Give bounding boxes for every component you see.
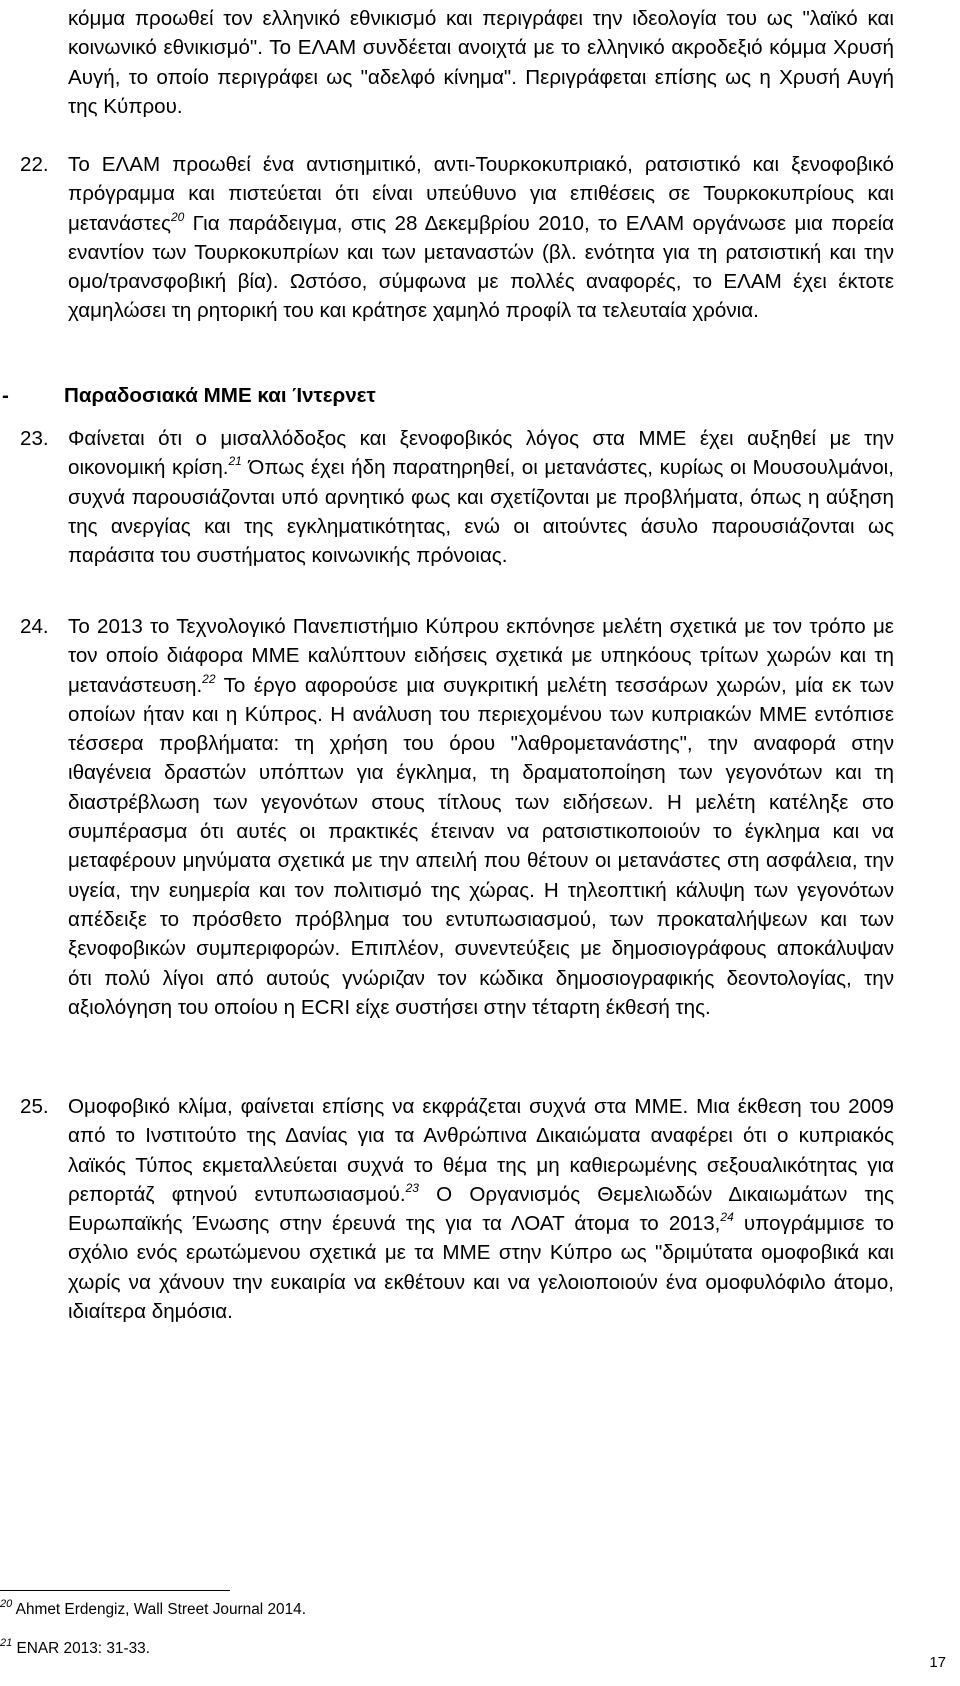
paragraph-number: 22.	[20, 153, 49, 176]
page-number: 17	[929, 1654, 946, 1671]
paragraph-22	[0, 150, 894, 326]
footnote-number: 21	[0, 1637, 13, 1649]
footnote	[0, 1599, 894, 1621]
footnote-ref[interactable]: 21	[228, 454, 242, 469]
paragraph-text: Το ΕΛΑΜ προωθεί ένα αντισημιτικό, αντι-Τουρκοκυπριακό, ρατσιστικό και ξενοφοβικό πρόγραμμα και πιστεύεται ότι είναι υπεύθυνο για επιθέσεις σε Τουρκοκυπρίους και μετανάστες$^{20}$ Για παράδειγμα, στις 28 Δεκεμβρίου 2010, το ΕΛΑΜ οργάνωσε μια πορεία εναντίον των Τουρκοκυπρίων και των μεταναστών (βλ. ενότητα για τη ρατσιστική και την ομο/τρανσφοβική βία). Ωστόσο, σύμφωνα με πολλές αναφορές, το ΕΛΑΜ έχει έκτοτε χαμηλώσει τη ρητορική του και κράτησε χαμηλό προφίλ τα τελευταία χρόνια.	[68, 153, 894, 323]
footnote-separator	[0, 1590, 230, 1591]
footnote	[0, 1638, 894, 1660]
footnote-ref[interactable]: 23	[405, 1180, 419, 1195]
footnote-number: 20	[0, 1598, 13, 1610]
intro-paragraph: κόμμα προωθεί τον ελληνικό εθνικισμό και περιγράφει την ιδεολογία του ως "λαϊκό και κοινωνικό εθνικισμό". Το ΕΛΑΜ συνδέεται ανοιχτά με το ελληνικό ακροδεξιό κόμμα Χρυσή Αυγή, το οποίο περιγράφει ως "αδελφό κίνημα". Περιγράφεται επίσης ως η Χρυσή Αυγή της Κύπρου.	[68, 7, 894, 118]
paragraph-23	[0, 424, 894, 570]
heading-dash: -	[2, 384, 9, 407]
paragraph-text: Το 2013 το Τεχνολογικό Πανεπιστήμιο Κύπρου εκπόνησε μελέτη σχετικά με τον τρόπο με τον οποίο διάφορα ΜΜΕ καλύπτουν ειδήσεις σχετικά με υπηκόους τρίτων χωρών και τη μετανάστευση.$^{22}$ Το έργο αφορούσε μια συγκριτική μελέτη τεσσάρων χωρών, μία εκ των οποίων ήταν και η Κύπρος. Η ανάλυση του περιεχομένου των κυπριακών ΜΜΕ εντόπισε τέσσερα προβλήματα: τη χρήση του όρου "λαθρομετανάστης", την αναφορά στην ιθαγένεια δραστών υπόπτων για έγκλημα, τη δραματοποίηση των γεγονότων και τη διαστρέβλωση των γεγονότων στους τίτλους των ειδήσεων. Η μελέτη κατέληξε στο συμπέρασμα ότι αυτές οι πρακτικές έτειναν να ρατσιστικοποιούν το έγκλημα και να μεταφέρουν μηνύματα σχετικά με την απειλή που θέτουν οι μετανάστες στη ασφάλεια, την υγεία, την ευημερία και τον πολιτισμό της χώρας. Η τηλεοπτική κάλυψη των γεγονότων απέδειξε το πρόσθετο πρόβλημα του εντυπωσιασμού, των προκαταλήψεων και των ξενοφοβικών συμπεριφορών. Επιπλέον, συνεντεύξεις με δημοσιογράφους αποκάλυψαν ότι πολύ λίγοι από αυτούς γνώριζαν τον κώδικα δημοσιογραφικής δεοντολογίας, την αξιολόγηση του οποίου η ECRI είχε συστήσει στην τέταρτη έκθεσή της.	[68, 615, 894, 1019]
footnote-ref[interactable]: 24	[720, 1210, 734, 1225]
footnote-text: Ahmet Erdengiz, Wall Street Journal 2014.	[12, 1601, 306, 1618]
heading-text: Παραδοσιακά ΜΜΕ και Ίντερνετ	[64, 384, 376, 407]
paragraph-number: 24.	[20, 615, 49, 638]
paragraph-number: 23.	[20, 427, 49, 450]
paragraph-text: Ομοφοβικό κλίμα, φαίνεται επίσης να εκφράζεται συχνά στα ΜΜΕ. Μια έκθεση του 2009 από το Ινστιτούτο της Δανίας για τα Ανθρώπινα Δικαιώματα αναφέρει ότι ο κυπριακός λαϊκός Τύπος εκμεταλλεύεται συχνά το θέμα της μη καθιερωμένης σεξουαλικότητας για ρεπορτάζ φτηνού εντυπωσιασμού.$^{23}$ Ο Οργανισμός Θεμελιωδών Δικαιωμάτων της Ευρωπαϊκής Ένωσης στην έρευνά της για τα ΛΟΑΤ άτομα το 2013,24 υπογράμμισε το σχόλιο ενός ερωτώμενου σχετικά με τα ΜΜΕ στην Κύπρο ως "δριμύτατα ομοφοβικά και χωρίς να χάνουν την ευκαιρία να εκθέτουν και να γελοιοποιούν ένα ομοφυλόφιλο άτομο, ιδιαίτερα δημόσια.	[68, 1095, 894, 1324]
paragraph-25	[0, 1092, 894, 1326]
footnote-ref[interactable]: 22	[202, 671, 216, 686]
paragraph-number: 25.	[20, 1095, 49, 1118]
footnote-ref[interactable]: 20	[170, 209, 185, 224]
paragraph-text: Φαίνεται ότι ο μισαλλόδοξος και ξενοφοβικός λόγος στα ΜΜΕ έχει αυξηθεί με την οικονομική κρίση.$^{21}$ Όπως έχει ήδη παρατηρηθεί, οι μετανάστες, κυρίως οι Μουσουλμάνοι, συχνά παρουσιάζονται υπό αρνητικό φως και σχετίζονται με προβλήματα, όπως η αύξηση της ανεργίας και της εγκληματικότητας, ενώ οι αιτούντες άσυλο παρουσιάζονται ως παράσιτα του συστήματος κοινωνικής πρόνοιας.	[68, 427, 894, 568]
footnote-text: ENAR 2013: 31-33.	[12, 1640, 150, 1657]
paragraph-24	[0, 612, 894, 1022]
